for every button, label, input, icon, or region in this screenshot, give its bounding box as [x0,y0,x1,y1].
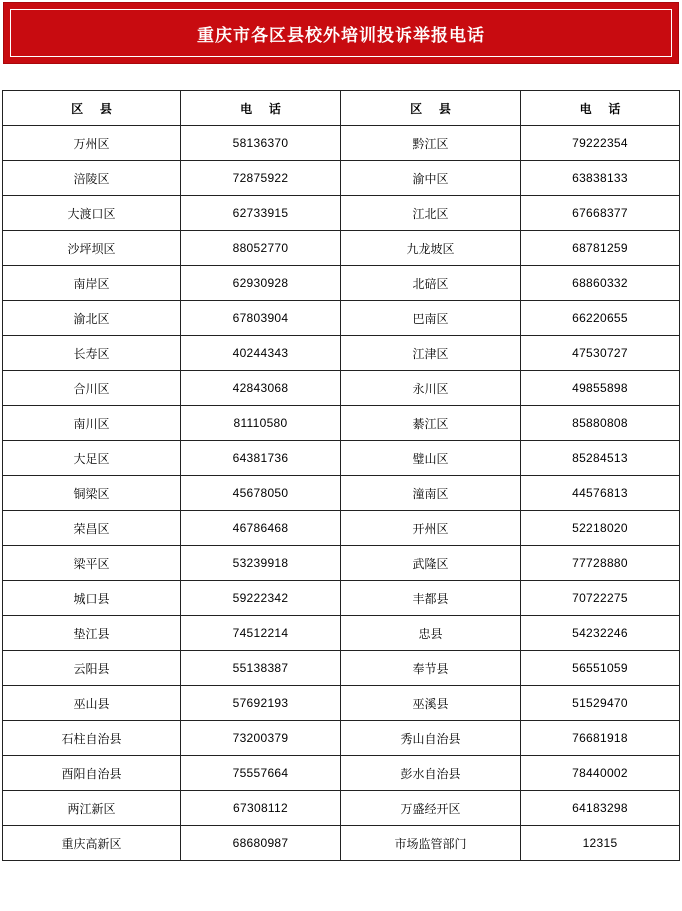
phone-cell: 79222354 [521,126,680,161]
phone-cell: 52218020 [521,511,680,546]
district-cell: 奉节县 [341,651,521,686]
phone-cell: 12315 [521,826,680,861]
phone-cell: 64183298 [521,791,680,826]
district-cell: 万州区 [3,126,181,161]
district-cell: 梁平区 [3,546,181,581]
phone-cell: 55138387 [181,651,341,686]
table-row [3,406,680,441]
district-cell: 黔江区 [341,126,521,161]
district-cell: 潼南区 [341,476,521,511]
table-row [3,371,680,406]
phone-cell: 85284513 [521,441,680,476]
phone-cell: 73200379 [181,721,341,756]
phone-cell: 46786468 [181,511,341,546]
district-cell: 市场监管部门 [341,826,521,861]
page-title: 重庆市各区县校外培训投诉举报电话 [197,25,485,46]
phone-cell: 72875922 [181,161,341,196]
phone-cell: 47530727 [521,336,680,371]
phone-cell: 67668377 [521,196,680,231]
district-cell: 石柱自治县 [3,721,181,756]
table-row [3,266,680,301]
hotline-table [2,90,680,861]
district-cell: 涪陵区 [3,161,181,196]
district-cell: 秀山自治县 [341,721,521,756]
table-row [3,476,680,511]
table-row [3,196,680,231]
phone-cell: 67803904 [181,301,341,336]
district-cell: 渝北区 [3,301,181,336]
district-cell: 渝中区 [341,161,521,196]
phone-cell: 77728880 [521,546,680,581]
table-row [3,511,680,546]
header-district-left: 区 县 [3,91,181,126]
phone-cell: 64381736 [181,441,341,476]
phone-cell: 68860332 [521,266,680,301]
header-phone-left: 电 话 [181,91,341,126]
table-row [3,231,680,266]
district-cell: 沙坪坝区 [3,231,181,266]
phone-cell: 85880808 [521,406,680,441]
phone-cell: 88052770 [181,231,341,266]
district-cell: 合川区 [3,371,181,406]
district-cell: 永川区 [341,371,521,406]
title-banner [3,2,679,64]
header-district-right: 区 县 [341,91,521,126]
district-cell: 重庆高新区 [3,826,181,861]
phone-cell: 57692193 [181,686,341,721]
table-body [3,126,680,861]
district-cell: 长寿区 [3,336,181,371]
phone-cell: 70722275 [521,581,680,616]
phone-cell: 62930928 [181,266,341,301]
phone-cell: 54232246 [521,616,680,651]
district-cell: 云阳县 [3,651,181,686]
table-row [3,546,680,581]
table-row [3,721,680,756]
phone-cell: 68680987 [181,826,341,861]
table-row [3,301,680,336]
district-cell: 垫江县 [3,616,181,651]
district-cell: 璧山区 [341,441,521,476]
district-cell: 江津区 [341,336,521,371]
phone-cell: 74512214 [181,616,341,651]
district-cell: 巫山县 [3,686,181,721]
district-cell: 彭水自治县 [341,756,521,791]
table-row [3,616,680,651]
table-row [3,336,680,371]
district-cell: 铜梁区 [3,476,181,511]
phone-cell: 68781259 [521,231,680,266]
table-row [3,756,680,791]
phone-cell: 45678050 [181,476,341,511]
district-cell: 酉阳自治县 [3,756,181,791]
phone-cell: 62733915 [181,196,341,231]
table-header-row [3,91,680,126]
district-cell: 万盛经开区 [341,791,521,826]
table-row [3,441,680,476]
district-cell: 巫溪县 [341,686,521,721]
district-cell: 武隆区 [341,546,521,581]
phone-cell: 67308112 [181,791,341,826]
district-cell: 江北区 [341,196,521,231]
phone-cell: 42843068 [181,371,341,406]
table-row [3,826,680,861]
table-row [3,161,680,196]
phone-cell: 66220655 [521,301,680,336]
district-cell: 开州区 [341,511,521,546]
phone-cell: 58136370 [181,126,341,161]
phone-cell: 53239918 [181,546,341,581]
phone-cell: 56551059 [521,651,680,686]
phone-cell: 78440002 [521,756,680,791]
table-row [3,791,680,826]
table-row [3,686,680,721]
table-row [3,651,680,686]
phone-cell: 63838133 [521,161,680,196]
district-cell: 两江新区 [3,791,181,826]
phone-cell: 40244343 [181,336,341,371]
phone-cell: 75557664 [181,756,341,791]
district-cell: 丰都县 [341,581,521,616]
table-row [3,581,680,616]
district-cell: 南川区 [3,406,181,441]
table-row [3,126,680,161]
district-cell: 綦江区 [341,406,521,441]
header-phone-right: 电 话 [521,91,680,126]
district-cell: 巴南区 [341,301,521,336]
district-cell: 大足区 [3,441,181,476]
district-cell: 城口县 [3,581,181,616]
district-cell: 大渡口区 [3,196,181,231]
phone-cell: 81110580 [181,406,341,441]
phone-cell: 59222342 [181,581,341,616]
phone-cell: 44576813 [521,476,680,511]
district-cell: 北碚区 [341,266,521,301]
phone-cell: 76681918 [521,721,680,756]
district-cell: 荣昌区 [3,511,181,546]
phone-cell: 49855898 [521,371,680,406]
phone-cell: 51529470 [521,686,680,721]
district-cell: 忠县 [341,616,521,651]
district-cell: 南岸区 [3,266,181,301]
district-cell: 九龙坡区 [341,231,521,266]
